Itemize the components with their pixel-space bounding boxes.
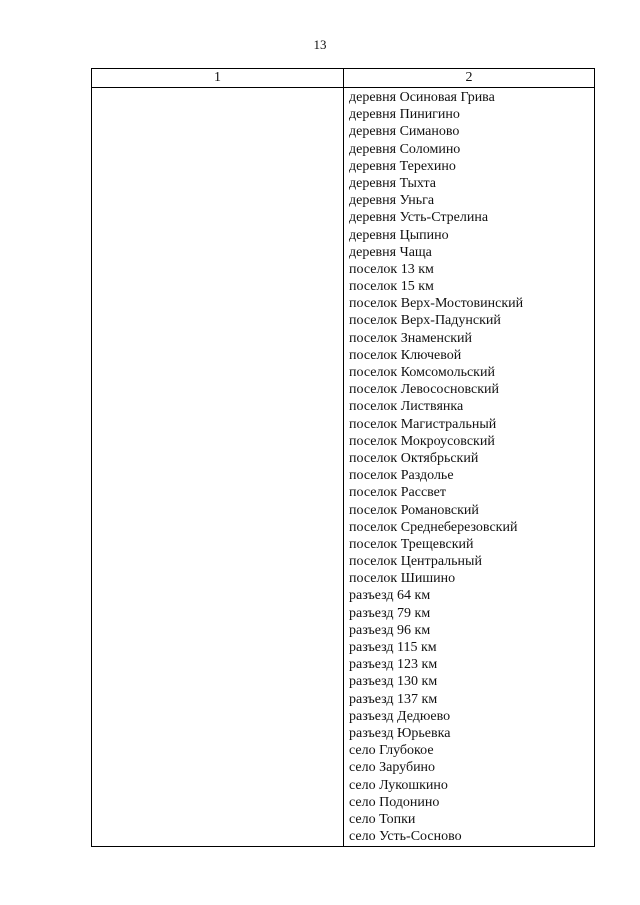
- settlement-item: разъезд Дедюево: [349, 708, 451, 724]
- settlement-item: разъезд 137 км: [349, 691, 438, 707]
- settlement-item: поселок Центральный: [349, 554, 482, 570]
- settlement-item: деревня Осиновая Грива: [349, 90, 495, 105]
- column-header-1: 1: [214, 70, 221, 85]
- settlement-item: деревня Чаща: [349, 244, 432, 260]
- settlement-item: деревня Терехино: [349, 158, 456, 174]
- settlement-item: поселок Трещевский: [349, 536, 474, 552]
- settlement-item: поселок Среднеберезовский: [349, 519, 518, 535]
- settlement-item: разъезд 123 км: [349, 657, 438, 673]
- settlement-item: село Лукошкино: [349, 777, 448, 793]
- settlement-item: разъезд 115 км: [349, 640, 437, 655]
- settlement-item: разъезд 130 км: [349, 674, 438, 690]
- settlement-item: село Топки: [349, 811, 416, 827]
- settlement-item: деревня Цыпино: [349, 227, 449, 243]
- page-number: 13: [313, 37, 327, 52]
- settlement-item: разъезд Юрьевка: [349, 725, 451, 741]
- settlement-item: поселок Октябрьский: [349, 450, 479, 466]
- settlement-item: поселок Романовский: [349, 502, 479, 518]
- settlement-item: разъезд 64 км: [349, 588, 431, 604]
- settlement-item: поселок Верх-Мостовинский: [349, 296, 524, 312]
- settlement-item: деревня Тыхта: [349, 175, 437, 191]
- settlement-item: поселок Раздолье: [349, 468, 454, 484]
- settlement-item: поселок Рассвет: [349, 485, 447, 501]
- settlement-item: поселок 15 км: [349, 279, 434, 295]
- settlement-item: разъезд 79 км: [349, 605, 431, 621]
- settlement-item: поселок Левососновский: [349, 382, 500, 398]
- settlement-item: деревня Усть-Стрелина: [349, 210, 489, 226]
- settlement-item: деревня Пинигино: [349, 107, 460, 123]
- settlement-item: поселок 13 км: [349, 261, 434, 277]
- settlement-item: поселок Ключевой: [349, 347, 462, 363]
- settlement-item: село Усть-Сосново: [349, 829, 462, 845]
- settlement-item: деревня Уньга: [349, 193, 435, 209]
- settlement-item: деревня Симаново: [349, 124, 460, 140]
- column-divider: [343, 69, 344, 846]
- settlement-item: село Глубокое: [349, 743, 434, 759]
- settlement-item: поселок Шишино: [349, 571, 456, 587]
- settlement-item: поселок Верх-Падунский: [349, 313, 501, 329]
- column-header-2: 2: [465, 70, 473, 85]
- settlement-item: деревня Соломино: [349, 141, 461, 157]
- settlement-item: поселок Знаменский: [349, 330, 473, 346]
- settlement-item: поселок Комсомольский: [349, 365, 495, 380]
- settlement-item: поселок Магистральный: [349, 416, 497, 432]
- settlement-item: село Зарубино: [349, 760, 436, 776]
- settlements-table: [91, 68, 595, 847]
- settlement-list: [349, 89, 593, 845]
- settlement-item: разъезд 96 км: [349, 622, 431, 638]
- settlement-item: поселок Мокроусовский: [349, 433, 495, 449]
- settlement-item: село Подонино: [349, 794, 440, 810]
- settlement-item: поселок Листвянка: [349, 399, 464, 415]
